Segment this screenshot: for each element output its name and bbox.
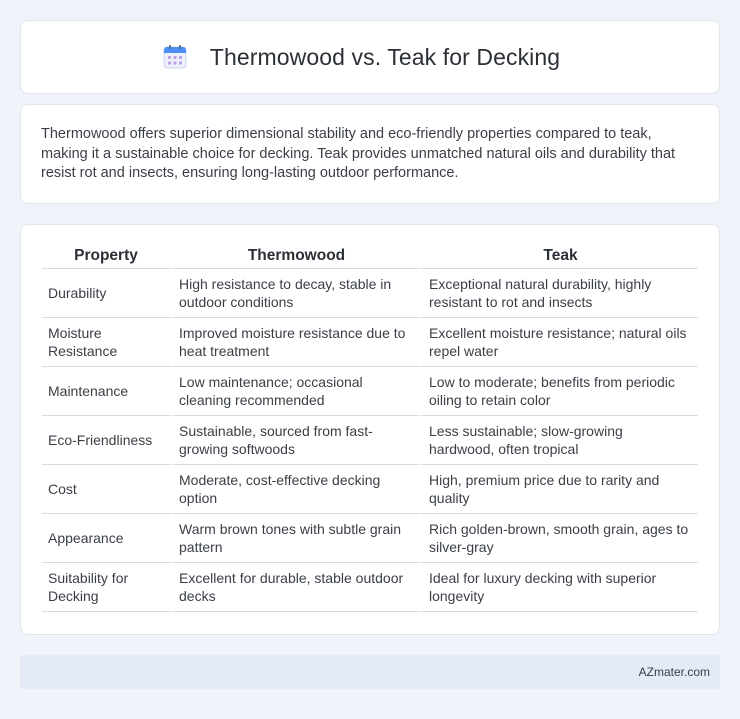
table-row <box>42 514 698 563</box>
column-header-thermowood: Thermowood <box>170 244 420 269</box>
cell-thermowood: Improved moisture resistance due to heat treatment <box>170 318 420 367</box>
cell-thermowood: Excellent for durable, stable outdoor decks <box>170 563 420 612</box>
cell-teak: Ideal for luxury decking with superior longevity <box>420 563 698 612</box>
cell-thermowood: Sustainable, sourced from fast-growing softwoods <box>170 416 420 465</box>
cell-teak: Rich golden-brown, smooth grain, ages to silver-gray <box>420 514 698 563</box>
column-header-teak: Teak <box>420 244 698 269</box>
cell-teak: Low to moderate; benefits from periodic oiling to retain color <box>420 367 698 416</box>
cell-property: Durability <box>42 269 170 318</box>
cell-thermowood: Moderate, cost-effective decking option <box>170 465 420 514</box>
title-card <box>20 20 720 94</box>
footer-site-name: AZmater.com <box>638 665 710 679</box>
cell-teak: Excellent moisture resistance; natural oils repel water <box>420 318 698 367</box>
table-row <box>42 563 698 612</box>
table-row <box>42 318 698 367</box>
table-row <box>42 416 698 465</box>
cell-property: Cost <box>42 465 170 514</box>
table-row <box>42 367 698 416</box>
table-header-row <box>42 244 698 269</box>
cell-thermowood: High resistance to decay, stable in outdoor conditions <box>170 269 420 318</box>
cell-property: Appearance <box>42 514 170 563</box>
cell-teak: High, premium price due to rarity and quality <box>420 465 698 514</box>
cell-property: Eco-Friendliness <box>42 416 170 465</box>
cell-thermowood: Warm brown tones with subtle grain pattern <box>170 514 420 563</box>
cell-teak: Exceptional natural durability, highly resistant to rot and insects <box>420 269 698 318</box>
page-title: Thermowood vs. Teak for Decking <box>209 43 561 70</box>
cell-property: Moisture Resistance <box>42 318 170 367</box>
intro-card <box>20 104 720 204</box>
cell-property: Maintenance <box>42 367 170 416</box>
column-header-property: Property <box>42 244 170 269</box>
table-row <box>42 269 698 318</box>
table-row <box>42 465 698 514</box>
cell-thermowood: Low maintenance; occasional cleaning recommended <box>170 367 420 416</box>
cell-teak: Less sustainable; slow-growing hardwood, often tropical <box>420 416 698 465</box>
cell-property: Suitability for Decking <box>42 563 170 612</box>
intro-text: Thermowood offers superior dimensional stability and eco-friendly properties compared to teak, making it a sustainable choice for decking. Teak provides unmatched natural oils and durability that resist rot and insects, ensuring long-lasting outdoor performance. <box>41 126 676 181</box>
calendar-icon <box>162 44 188 70</box>
comparison-card <box>20 224 720 635</box>
footer <box>20 655 720 689</box>
comparison-table <box>42 244 698 612</box>
